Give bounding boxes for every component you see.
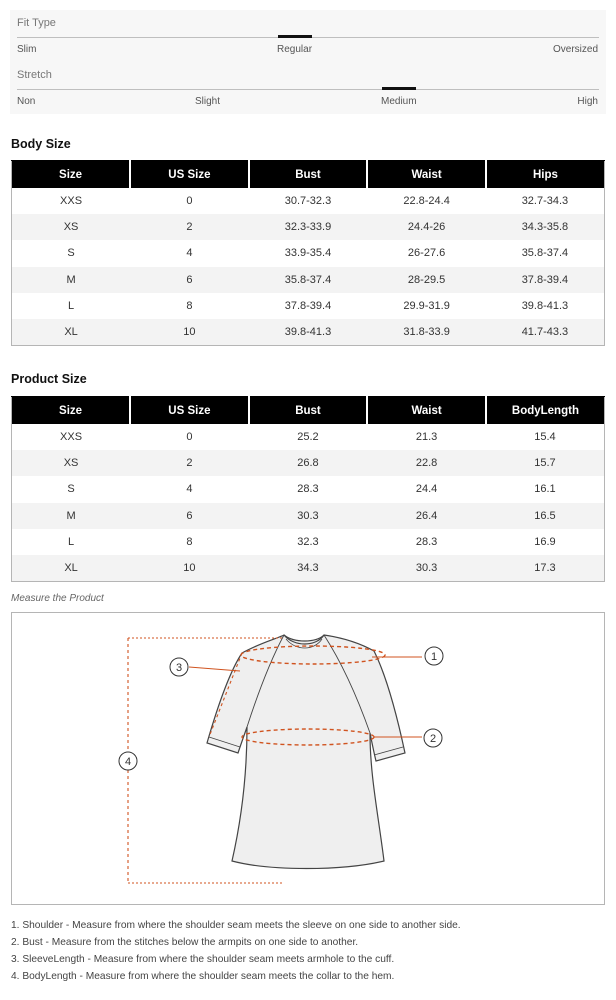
tshirt-diagram	[12, 613, 604, 904]
column-header-hips: Hips	[486, 161, 605, 189]
column-header-waist: Waist	[367, 397, 486, 425]
table-cell: XL	[12, 319, 131, 346]
table-cell: 24.4-26	[367, 214, 486, 240]
measure-diagram	[11, 612, 605, 905]
column-header-size: Size	[12, 161, 131, 189]
table-cell: S	[12, 476, 131, 502]
fit-type-oversized: Oversized	[552, 44, 598, 55]
table-cell: 22.8	[367, 450, 486, 476]
table-cell: 16.1	[486, 476, 605, 502]
table-cell: 35.8-37.4	[486, 240, 605, 266]
stretch-medium: Medium	[381, 96, 417, 107]
measure-caption: Measure the Product	[11, 593, 104, 604]
table-row	[12, 450, 605, 476]
table-row	[12, 476, 605, 502]
table-cell: 25.2	[249, 424, 368, 450]
table-row	[12, 188, 605, 214]
table-cell: 21.3	[367, 424, 486, 450]
callout-4-label: 4	[124, 756, 132, 768]
table-cell: XS	[12, 214, 131, 240]
table-cell: 28.3	[249, 476, 368, 502]
body-size-title: Body Size	[11, 137, 71, 151]
table-cell: 17.3	[486, 555, 605, 582]
table-cell: 34.3-35.8	[486, 214, 605, 240]
table-cell: 4	[130, 240, 249, 266]
table-cell: 30.3	[249, 503, 368, 529]
fit-type-slim: Slim	[17, 44, 37, 55]
table-cell: 0	[130, 188, 249, 214]
fit-type-regular: Regular	[277, 44, 313, 55]
table-cell: 37.8-39.4	[486, 267, 605, 293]
table-cell: M	[12, 267, 131, 293]
fit-panel	[10, 10, 606, 114]
table-cell: 28.3	[367, 529, 486, 555]
table-header-row	[12, 161, 605, 189]
table-cell: 41.7-43.3	[486, 319, 605, 346]
column-header-size: Size	[12, 397, 131, 425]
callout-2	[424, 729, 442, 747]
table-cell: 29.9-31.9	[367, 293, 486, 319]
column-header-us-size: US Size	[130, 397, 249, 425]
table-row	[12, 424, 605, 450]
table-cell: 10	[130, 319, 249, 346]
table-cell: XS	[12, 450, 131, 476]
table-cell: 4	[130, 476, 249, 502]
stretch-slight: Slight	[195, 96, 221, 107]
table-cell: 32.3-33.9	[249, 214, 368, 240]
table-cell: XXS	[12, 188, 131, 214]
note-bust: 2. Bust - Measure from the stitches below the armpits on one side to another.	[11, 937, 359, 948]
stretch-title: Stretch	[17, 69, 52, 81]
table-row	[12, 293, 605, 319]
stretch-marker	[382, 87, 416, 90]
fit-type-title: Fit Type	[17, 17, 56, 29]
table-cell: M	[12, 503, 131, 529]
table-row	[12, 529, 605, 555]
table-cell: 26.4	[367, 503, 486, 529]
table-cell: 39.8-41.3	[249, 319, 368, 346]
table-cell: 26.8	[249, 450, 368, 476]
table-cell: 22.8-24.4	[367, 188, 486, 214]
table-row	[12, 319, 605, 346]
column-header-bust: Bust	[249, 397, 368, 425]
table-cell: 32.3	[249, 529, 368, 555]
table-cell: 30.7-32.3	[249, 188, 368, 214]
product-size-table	[11, 396, 605, 582]
callout-line-3	[189, 667, 240, 671]
table-cell: 0	[130, 424, 249, 450]
table-cell: 8	[130, 293, 249, 319]
column-header-us-size: US Size	[130, 161, 249, 189]
table-cell: 2	[130, 214, 249, 240]
table-cell: 16.5	[486, 503, 605, 529]
table-row	[12, 214, 605, 240]
table-cell: 31.8-33.9	[367, 319, 486, 346]
fit-type-marker	[278, 35, 312, 38]
note-body-length: 4. BodyLength - Measure from where the shoulder seam meets the collar to the hem.	[11, 971, 395, 982]
table-cell: 32.7-34.3	[486, 188, 605, 214]
table-cell: 2	[130, 450, 249, 476]
stretch-non: Non	[17, 96, 36, 107]
note-shoulder: 1. Shoulder - Measure from where the shoulder seam meets the sleeve on one side to another side.	[11, 920, 461, 931]
measure-notes	[11, 917, 461, 985]
table-cell: 15.4	[486, 424, 605, 450]
column-header-bust: Bust	[249, 161, 368, 189]
table-cell: XL	[12, 555, 131, 582]
table-cell: 28-29.5	[367, 267, 486, 293]
table-cell: XXS	[12, 424, 131, 450]
table-cell: 15.7	[486, 450, 605, 476]
table-row	[12, 240, 605, 266]
table-cell: 26-27.6	[367, 240, 486, 266]
table-cell: 39.8-41.3	[486, 293, 605, 319]
product-size-title: Product Size	[11, 372, 87, 386]
table-cell: 30.3	[367, 555, 486, 582]
tshirt-shape	[207, 635, 405, 869]
table-cell: 24.4	[367, 476, 486, 502]
callout-3	[170, 658, 188, 676]
table-cell: 16.9	[486, 529, 605, 555]
column-header-waist: Waist	[367, 161, 486, 189]
table-cell: 37.8-39.4	[249, 293, 368, 319]
callout-4	[119, 752, 137, 770]
callout-3-label: 3	[175, 662, 183, 674]
callout-2-label: 2	[429, 733, 437, 745]
column-header-body-length: BodyLength	[486, 397, 605, 425]
body-size-table	[11, 160, 605, 346]
table-cell: 10	[130, 555, 249, 582]
table-cell: L	[12, 293, 131, 319]
table-cell: 6	[130, 267, 249, 293]
callout-1	[425, 647, 443, 665]
table-cell: 6	[130, 503, 249, 529]
table-header-row	[12, 397, 605, 425]
table-cell: 35.8-37.4	[249, 267, 368, 293]
table-cell: S	[12, 240, 131, 266]
table-cell: 8	[130, 529, 249, 555]
stretch-high: High	[577, 96, 598, 107]
table-row	[12, 503, 605, 529]
table-row	[12, 267, 605, 293]
table-cell: L	[12, 529, 131, 555]
table-cell: 33.9-35.4	[249, 240, 368, 266]
stretch-scale	[17, 89, 599, 90]
table-cell: 34.3	[249, 555, 368, 582]
note-sleeve-length: 3. SleeveLength - Measure from where the shoulder seam meets armhole to the cuff.	[11, 954, 395, 965]
callout-1-label: 1	[430, 651, 438, 663]
table-row	[12, 555, 605, 582]
